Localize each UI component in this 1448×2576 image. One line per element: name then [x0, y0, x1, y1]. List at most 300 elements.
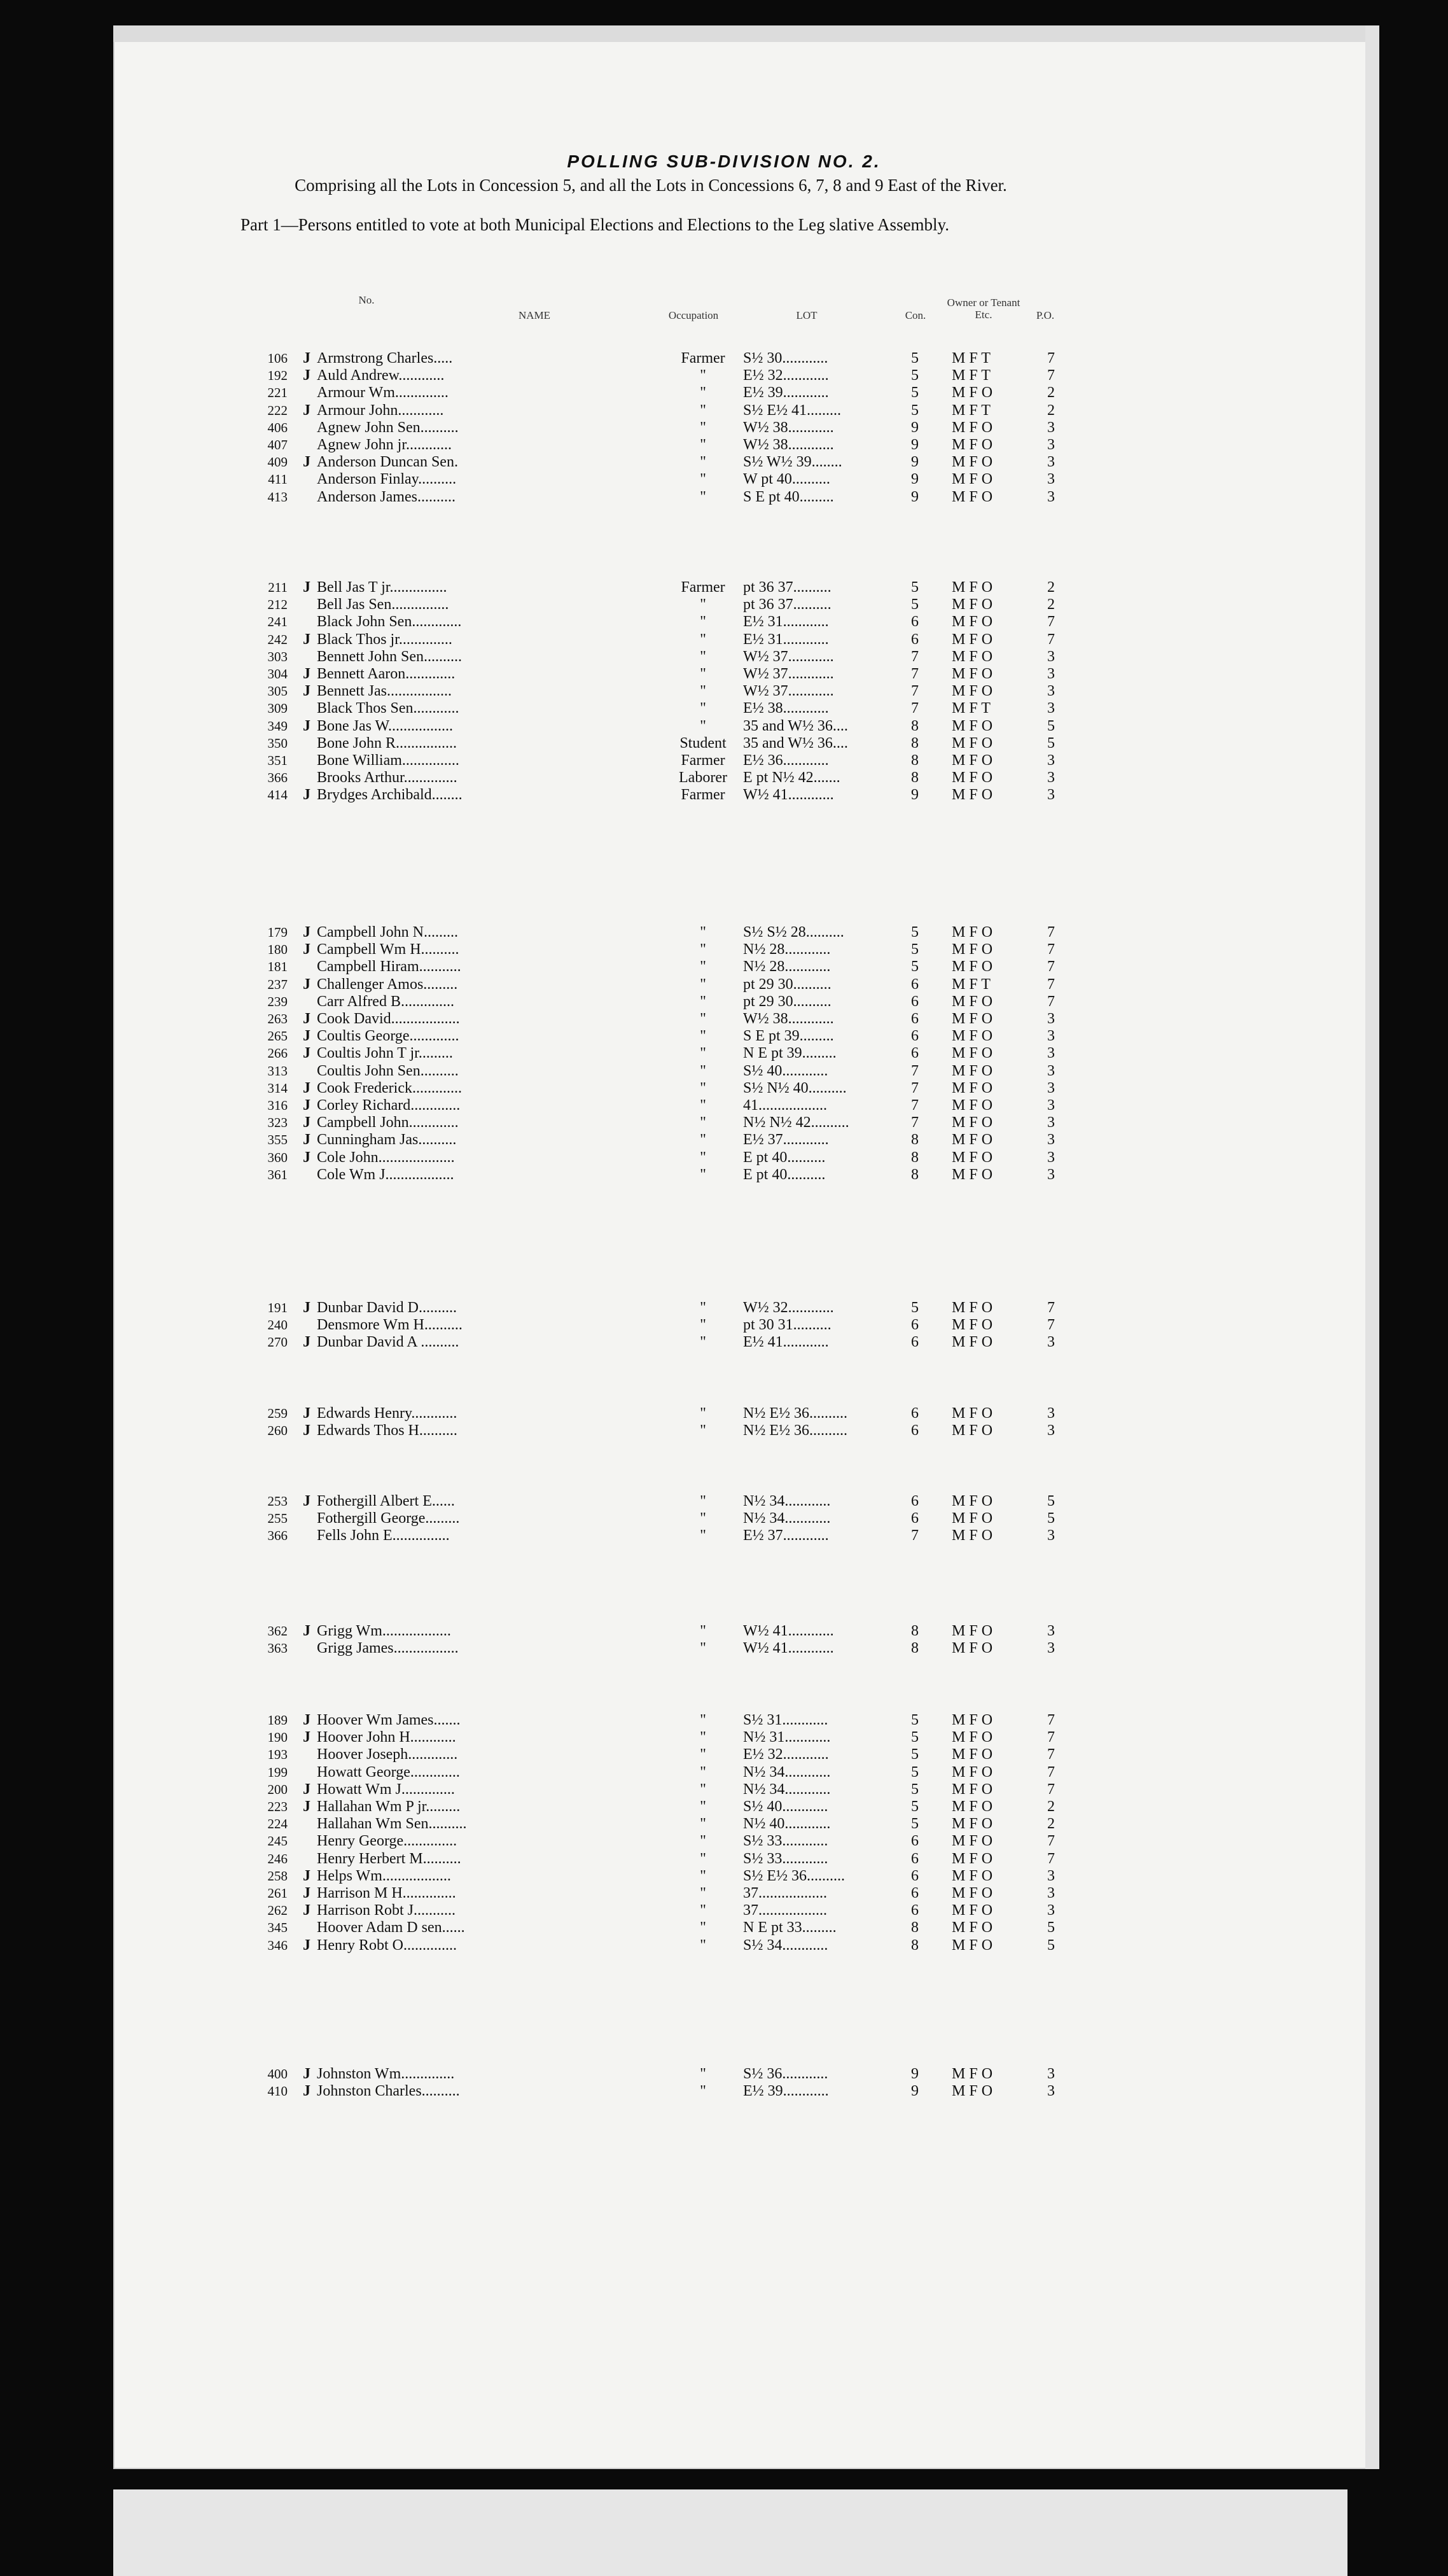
voter-name: Hoover John H............ [317, 1729, 456, 1746]
concession: 5 [911, 367, 919, 384]
voter-name: Coultis John Sen.......... [317, 1062, 459, 1079]
occupation: " [700, 402, 706, 419]
tenure: M F O [952, 1422, 993, 1439]
post-office: 3 [1047, 1405, 1055, 1422]
table-row [0, 1421, 1448, 1440]
row-number: 192 [267, 368, 288, 384]
lot: N½ 34............ [743, 1763, 831, 1781]
row-number: 223 [267, 1799, 288, 1814]
lot: N½ 34............ [743, 1781, 831, 1798]
juror-mark: J [303, 1712, 310, 1728]
lot: S½ N½ 40.......... [743, 1079, 847, 1096]
tenure: M F O [952, 471, 993, 488]
concession: 9 [911, 2083, 919, 2100]
table-row [0, 1526, 1448, 1545]
concession: 8 [911, 1640, 919, 1657]
row-number: 245 [267, 1833, 288, 1849]
table-row [0, 612, 1448, 631]
table-row [0, 1315, 1448, 1334]
post-office: 7 [1047, 1781, 1055, 1798]
juror-mark: J [303, 1798, 310, 1815]
lot: 37.................. [743, 1902, 827, 1919]
voter-name: Harrison M H.............. [317, 1885, 456, 1901]
occupation: " [700, 1729, 706, 1746]
tenure: M F T [952, 976, 991, 993]
voter-name: Black John Sen............. [317, 613, 462, 631]
concession: 9 [911, 488, 919, 505]
occupation: " [700, 2066, 706, 2082]
lot: W½ 37............ [743, 683, 834, 700]
row-number: 323 [267, 1115, 288, 1131]
occupation: Student [679, 734, 727, 752]
column-header-occupation: Occupation [668, 309, 719, 321]
post-office: 3 [1047, 1062, 1055, 1079]
column-header-number: No. [358, 294, 375, 306]
juror-mark: J [303, 1097, 310, 1114]
table-row [0, 1009, 1448, 1028]
lot: N½ 28............ [743, 941, 831, 958]
juror-mark: J [303, 350, 310, 367]
concession: 7 [911, 1527, 919, 1544]
row-number: 355 [267, 1132, 288, 1148]
concession: 6 [911, 631, 919, 648]
juror-mark: J [303, 1902, 310, 1919]
voter-name: Cunningham Jas.......... [317, 1131, 457, 1149]
table-row [0, 1763, 1448, 1782]
occupation: Laborer [679, 769, 727, 787]
row-number: 261 [267, 1886, 288, 1901]
voter-name: Cook David.................. [317, 1011, 460, 1027]
tenure: M F O [952, 1885, 993, 1901]
table-row [0, 1130, 1448, 1149]
occupation: " [700, 1816, 706, 1833]
row-number: 414 [267, 787, 288, 803]
post-office: 7 [1047, 1763, 1055, 1781]
lot: S½ 34............ [743, 1936, 828, 1954]
row-number: 242 [267, 631, 288, 647]
tenure: M F O [952, 1781, 993, 1798]
concession: 9 [911, 787, 919, 804]
post-office: 7 [1047, 958, 1055, 976]
concession: 5 [911, 1763, 919, 1781]
lot: E½ 31............ [743, 631, 829, 648]
tenure: M F O [952, 2083, 993, 2100]
occupation: " [700, 1527, 706, 1544]
lot: 41.................. [743, 1097, 827, 1114]
post-office: 2 [1047, 402, 1055, 419]
concession: 5 [911, 402, 919, 419]
table-row [0, 699, 1448, 718]
juror-mark: J [303, 2066, 310, 2082]
occupation: " [700, 367, 706, 384]
table-row [0, 452, 1448, 472]
lot: N E pt 39......... [743, 1045, 837, 1062]
row-number: 409 [267, 454, 288, 470]
juror-mark: J [303, 1114, 310, 1131]
row-number: 240 [267, 1317, 288, 1333]
voter-name: Armour John............ [317, 402, 444, 419]
lot: W½ 37............ [743, 648, 834, 665]
occupation: Farmer [681, 579, 725, 596]
lot: pt 30 31.......... [743, 1317, 832, 1334]
post-office: 7 [1047, 1746, 1055, 1763]
post-office: 3 [1047, 2066, 1055, 2082]
tenure: M F O [952, 1746, 993, 1763]
concession: 8 [911, 1131, 919, 1149]
table-row [0, 975, 1448, 994]
concession: 7 [911, 648, 919, 665]
table-row [0, 992, 1448, 1011]
concession: 9 [911, 471, 919, 488]
row-number: 345 [267, 1920, 288, 1936]
occupation: " [700, 1867, 706, 1884]
table-row [0, 768, 1448, 787]
post-office: 3 [1047, 700, 1055, 717]
voter-name: Black Thos jr.............. [317, 631, 452, 648]
voter-name: Carr Alfred B.............. [317, 993, 454, 1010]
row-number: 265 [267, 1028, 288, 1044]
table-row [0, 664, 1448, 683]
juror-mark: J [303, 1079, 310, 1096]
tenure: M F O [952, 1919, 993, 1936]
page-edge-top [113, 25, 1379, 42]
tenure: M F O [952, 1149, 993, 1166]
table-row [0, 1884, 1448, 1903]
juror-mark: J [303, 1149, 310, 1166]
voter-name: Bell Jas T jr............... [317, 579, 447, 596]
post-office: 7 [1047, 941, 1055, 958]
post-office: 5 [1047, 1919, 1055, 1936]
row-number: 363 [267, 1641, 288, 1656]
table-row [0, 2082, 1448, 2101]
juror-mark: J [303, 1045, 310, 1062]
voter-name: Campbell John............. [317, 1114, 459, 1131]
table-row [0, 751, 1448, 770]
post-office: 7 [1047, 631, 1055, 648]
voter-name: Grigg Wm.................. [317, 1623, 451, 1639]
lot: S½ 30............ [743, 350, 828, 367]
post-office: 3 [1047, 1045, 1055, 1062]
row-number: 303 [267, 648, 288, 664]
voter-name: Auld Andrew............ [317, 367, 445, 384]
occupation: " [700, 1011, 706, 1027]
table-row [0, 1165, 1448, 1184]
lot: pt 36 37.......... [743, 579, 832, 596]
lot: E½ 32............ [743, 1746, 829, 1763]
occupation: " [700, 1798, 706, 1815]
voter-name: Campbell John N......... [317, 924, 458, 941]
row-number: 313 [267, 1063, 288, 1079]
occupation: " [700, 1623, 706, 1639]
voter-name: Armstrong Charles..... [317, 350, 453, 367]
row-number: 199 [267, 1764, 288, 1780]
row-number: 346 [267, 1937, 288, 1953]
occupation: Farmer [681, 752, 725, 769]
table-row [0, 630, 1448, 649]
tenure: M F O [952, 1114, 993, 1131]
post-office: 3 [1047, 1011, 1055, 1027]
concession: 6 [911, 1045, 919, 1062]
lot: pt 29 30.......... [743, 993, 832, 1010]
tenure: M F O [952, 1166, 993, 1183]
post-office: 5 [1047, 1936, 1055, 1954]
lot: N E pt 33......... [743, 1919, 837, 1936]
lot: S½ 33............ [743, 1850, 828, 1867]
concession: 8 [911, 752, 919, 769]
juror-mark: J [303, 683, 310, 700]
post-office: 7 [1047, 924, 1055, 941]
lot: S½ 33............ [743, 1833, 828, 1850]
juror-mark: J [303, 787, 310, 804]
occupation: " [700, 941, 706, 958]
juror-mark: J [303, 1334, 310, 1351]
lot: W½ 37............ [743, 666, 834, 682]
tenure: M F O [952, 1833, 993, 1850]
concession: 5 [911, 1746, 919, 1763]
concession: 5 [911, 1798, 919, 1815]
tenure: M F O [952, 1729, 993, 1746]
occupation: " [700, 1763, 706, 1781]
lot: N½ 34............ [743, 1510, 831, 1527]
tenure: M F O [952, 1405, 993, 1422]
concession: 5 [911, 941, 919, 958]
concession: 6 [911, 1833, 919, 1850]
voter-name: Agnew John Sen.......... [317, 419, 459, 436]
lot: N½ 34............ [743, 1493, 831, 1509]
tenure: M F O [952, 941, 993, 958]
table-row [0, 1298, 1448, 1317]
tenure: M F O [952, 1902, 993, 1919]
concession: 7 [911, 1079, 919, 1096]
post-office: 3 [1047, 454, 1055, 471]
juror-mark: J [303, 1299, 310, 1316]
occupation: " [700, 1166, 706, 1183]
voter-name: Hallahan Wm Sen.......... [317, 1816, 467, 1833]
tenure: M F O [952, 683, 993, 700]
row-number: 270 [267, 1334, 288, 1350]
occupation: " [700, 958, 706, 976]
voter-name: Brydges Archibald........ [317, 787, 463, 804]
row-number: 180 [267, 942, 288, 958]
tenure: M F T [952, 350, 991, 367]
tenure: M F O [952, 1028, 993, 1045]
lot: N½ N½ 42.......... [743, 1114, 849, 1131]
voter-name: Anderson Duncan Sen. [317, 454, 458, 471]
voter-name: Bennett Jas................. [317, 683, 452, 700]
tenure: M F O [952, 579, 993, 596]
comprising-text: Comprising all the Lots in Concession 5, and all the Lots in Concessions 6, 7, 8 and 9 East of the River. [295, 176, 1007, 195]
lot: S½ E½ 41......... [743, 402, 842, 419]
lot: S½ 40............ [743, 1798, 828, 1815]
tenure: M F O [952, 752, 993, 769]
juror-mark: J [303, 924, 310, 941]
voter-name: Bone John R................ [317, 734, 457, 752]
table-row [0, 487, 1448, 507]
voter-name: Grigg James................. [317, 1640, 459, 1657]
voter-name: Cole Wm J.................. [317, 1166, 454, 1183]
table-row [0, 1831, 1448, 1851]
tenure: M F O [952, 1798, 993, 1815]
lot: 35 and W½ 36.... [743, 717, 848, 734]
occupation: " [700, 1640, 706, 1657]
occupation: " [700, 1079, 706, 1096]
table-row [0, 1509, 1448, 1528]
row-number: 360 [267, 1149, 288, 1165]
voter-name: Howatt George............. [317, 1763, 460, 1781]
lot: W½ 41............ [743, 787, 834, 804]
voter-name: Armour Wm.............. [317, 384, 449, 402]
concession: 7 [911, 683, 919, 700]
row-number: 351 [267, 753, 288, 768]
tenure: M F O [952, 648, 993, 665]
row-number: 106 [267, 351, 288, 366]
voter-name: Bone Jas W................. [317, 717, 454, 734]
juror-mark: J [303, 666, 310, 682]
occupation: " [700, 631, 706, 648]
lot: W½ 32............ [743, 1299, 834, 1316]
lot: S½ S½ 28.......... [743, 924, 844, 941]
tenure: M F O [952, 419, 993, 436]
occupation: " [700, 1919, 706, 1936]
voter-name: Campbell Hiram........... [317, 958, 461, 976]
lot: E½ 37............ [743, 1527, 829, 1544]
juror-mark: J [303, 367, 310, 384]
tenure: M F O [952, 1850, 993, 1867]
row-number: 366 [267, 770, 288, 786]
lot: S½ W½ 39........ [743, 454, 842, 471]
table-row [0, 578, 1448, 597]
juror-mark: J [303, 1028, 310, 1045]
voter-name: Bennett John Sen.......... [317, 648, 462, 665]
post-office: 2 [1047, 1816, 1055, 1833]
occupation: " [700, 1045, 706, 1062]
table-row [0, 1918, 1448, 1937]
tenure: M F O [952, 2066, 993, 2082]
concession: 5 [911, 1729, 919, 1746]
polling-heading: POLLING SUB-DIVISION NO. 2. [567, 151, 881, 171]
lot: W½ 38............ [743, 1011, 834, 1027]
concession: 5 [911, 1816, 919, 1833]
post-office: 7 [1047, 1833, 1055, 1850]
voter-name: Bone William............... [317, 752, 459, 769]
juror-mark: J [303, 1623, 310, 1639]
table-row [0, 1026, 1448, 1046]
row-number: 400 [267, 2066, 288, 2082]
row-number: 212 [267, 597, 288, 613]
table-row [0, 2064, 1448, 2083]
lot: E½ 36............ [743, 752, 829, 769]
juror-mark: J [303, 941, 310, 958]
post-office: 7 [1047, 976, 1055, 993]
juror-mark: J [303, 1729, 310, 1746]
juror-mark: J [303, 976, 310, 993]
tenure: M F O [952, 993, 993, 1010]
concession: 8 [911, 769, 919, 787]
column-header-lot: LOT [796, 309, 818, 321]
column-header-owner: Owner or Tenant Etc. [947, 297, 1020, 321]
concession: 5 [911, 596, 919, 613]
post-office: 3 [1047, 1149, 1055, 1166]
table-row [0, 1728, 1448, 1747]
row-number: 262 [267, 1903, 288, 1919]
lot: N½ 31............ [743, 1729, 831, 1746]
row-number: 362 [267, 1623, 288, 1639]
concession: 8 [911, 1936, 919, 1954]
concession: 8 [911, 1919, 919, 1936]
table-row [0, 1849, 1448, 1868]
concession: 6 [911, 1317, 919, 1334]
concession: 6 [911, 976, 919, 993]
juror-mark: J [303, 631, 310, 648]
lot: E½ 39............ [743, 2083, 829, 2100]
concession: 6 [911, 1885, 919, 1901]
row-number: 304 [267, 666, 288, 682]
row-number: 253 [267, 1494, 288, 1509]
tenure: M F O [952, 958, 993, 976]
post-office: 3 [1047, 488, 1055, 505]
occupation: " [700, 1062, 706, 1079]
concession: 5 [911, 350, 919, 367]
row-number: 255 [267, 1511, 288, 1527]
lot: W½ 41............ [743, 1623, 834, 1639]
occupation: " [700, 1712, 706, 1728]
table-row [0, 682, 1448, 701]
row-number: 189 [267, 1712, 288, 1728]
row-number: 239 [267, 993, 288, 1009]
lot: W½ 38............ [743, 437, 834, 453]
tenure: M F O [952, 631, 993, 648]
table-row [0, 1096, 1448, 1115]
concession: 7 [911, 1097, 919, 1114]
table-row [0, 647, 1448, 666]
post-office: 3 [1047, 1334, 1055, 1351]
concession: 9 [911, 419, 919, 436]
juror-mark: J [303, 1405, 310, 1422]
row-number: 179 [267, 925, 288, 940]
tenure: M F O [952, 613, 993, 631]
occupation: " [700, 1781, 706, 1798]
tenure: M F T [952, 700, 991, 717]
row-number: 181 [267, 959, 288, 975]
concession: 7 [911, 700, 919, 717]
table-row [0, 595, 1448, 614]
concession: 6 [911, 1405, 919, 1422]
table-row [0, 785, 1448, 804]
tenure: M F O [952, 437, 993, 453]
occupation: " [700, 1493, 706, 1509]
row-number: 224 [267, 1816, 288, 1832]
row-number: 241 [267, 614, 288, 630]
post-office: 3 [1047, 1422, 1055, 1439]
concession: 5 [911, 579, 919, 596]
concession: 8 [911, 734, 919, 752]
post-office: 3 [1047, 1166, 1055, 1183]
row-number: 221 [267, 385, 288, 401]
lot: E pt 40.......... [743, 1166, 826, 1183]
occupation: " [700, 924, 706, 941]
lot: 35 and W½ 36.... [743, 734, 848, 752]
concession: 5 [911, 1299, 919, 1316]
concession: 6 [911, 1902, 919, 1919]
table-row [0, 1780, 1448, 1799]
table-row [0, 366, 1448, 385]
lot: E½ 37............ [743, 1131, 829, 1149]
post-office: 5 [1047, 717, 1055, 734]
tenure: M F O [952, 1045, 993, 1062]
column-header-po: P.O. [1036, 309, 1055, 321]
concession: 6 [911, 613, 919, 631]
lot: S½ E½ 36.......... [743, 1867, 846, 1884]
